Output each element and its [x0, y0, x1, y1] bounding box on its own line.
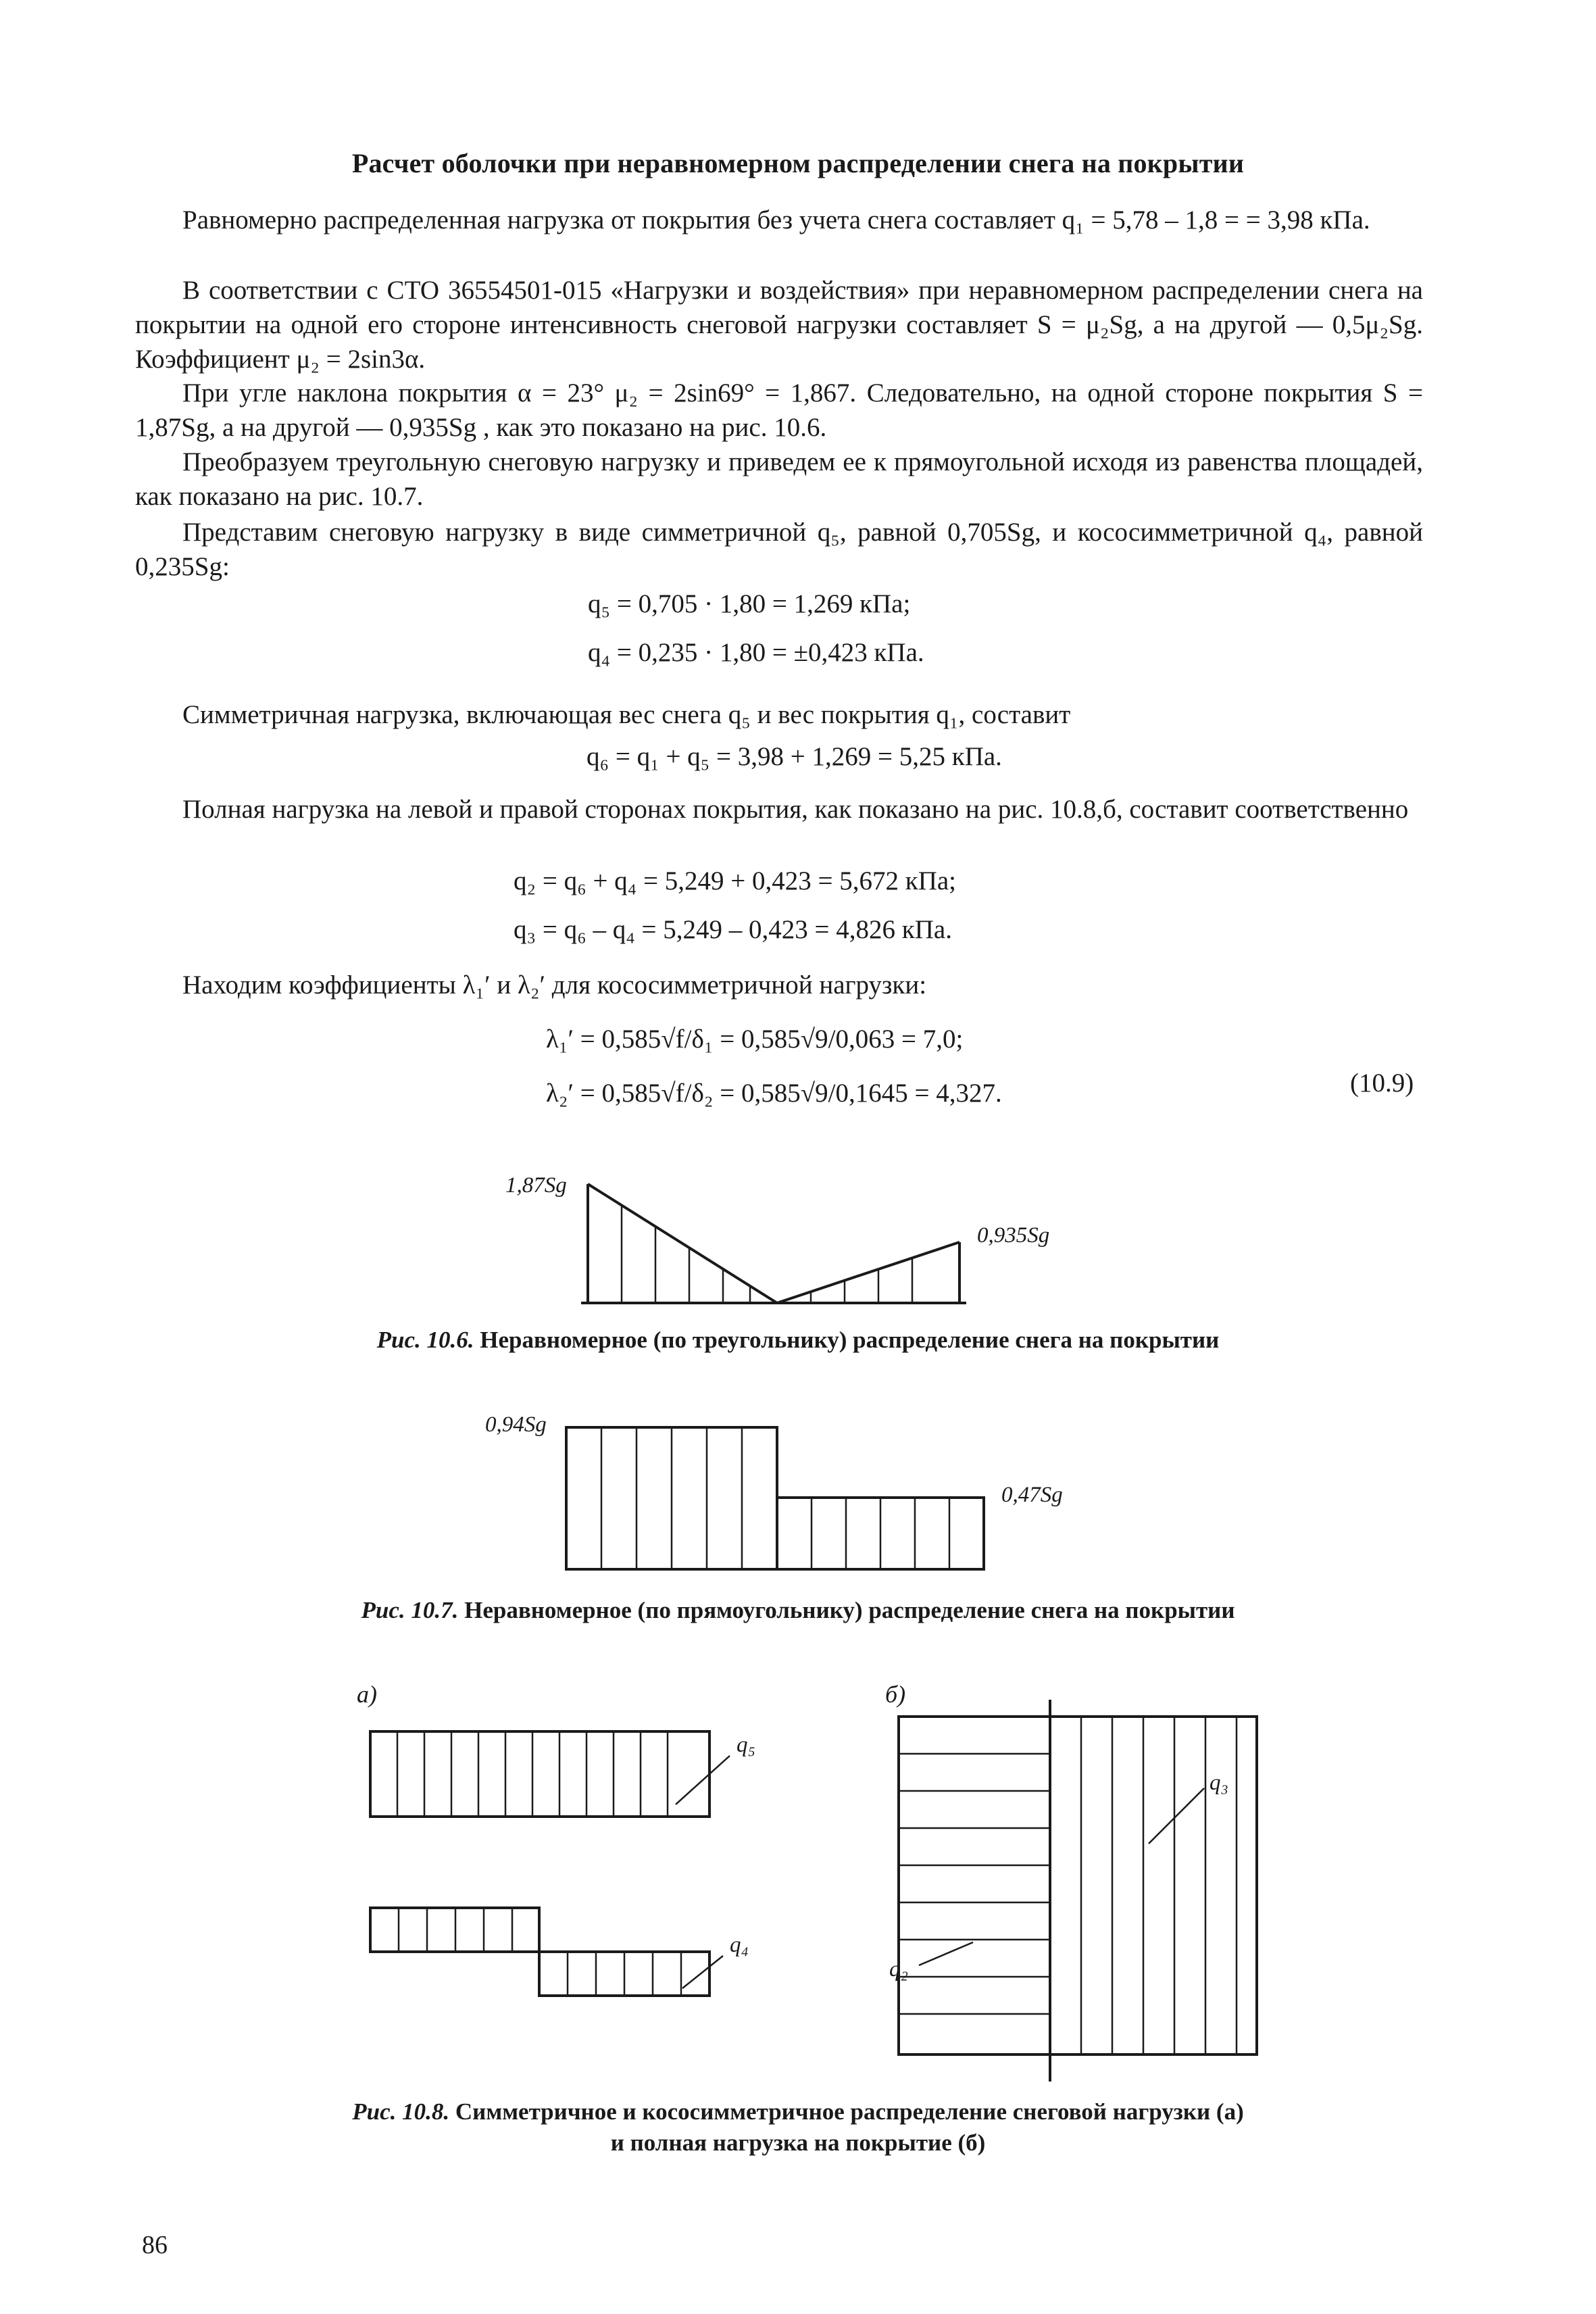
paragraph-4: Преобразуем треугольную снеговую нагрузку и приведем ее к прямоугольной исходя из равенства площадей, как показано на рис. 10.7.: [135, 447, 1423, 511]
equation-lambda-1: λ₁′ = 0,585√f/δ₁ = 0,585√9/0,063 = 7,0;: [546, 1025, 964, 1054]
fig108b-q2-hatching: [899, 1754, 1050, 2014]
fig106-caption: [135, 1325, 1461, 1356]
fig106-caption-text: Неравномерное (по треугольнику) распределение снега на покрытии: [480, 1327, 1220, 1353]
fig108b-q3-hatching: [1081, 1717, 1237, 2054]
fig108b-q3-leader: [1149, 1788, 1204, 1844]
page-number: 86: [142, 2231, 168, 2259]
paragraph-7: Полная нагрузка на левой и правой сторонах покрытия, как показано на рис. 10.8,б, составит соответственно: [182, 795, 1409, 824]
rectangle-load-diagram: [566, 1427, 984, 1569]
fig108a-q4-leader: [682, 1956, 723, 1988]
paragraph-3: При угле наклона покрытия α = 23° μ₂ = 2sin69° = 1,867. Следовательно, на одной стороне покрытия S = 1,87Sg, а на другой — 0,935Sg , как это показано на рис. 10.6.: [135, 378, 1423, 442]
fig108-label-q3: q₃: [1210, 1771, 1228, 1795]
fig108b-frame: [899, 1717, 1257, 2054]
fig108-label-q4: q₄: [730, 1933, 749, 1957]
paragraph-8: Находим коэффициенты λ₁′ и λ₂′ для кососимметричной нагрузки:: [182, 970, 927, 1000]
fig108a-q5-block: [370, 1731, 709, 1817]
fig107-caption-text: Неравномерное (по прямоугольнику) распределение снега на покрытии: [464, 1597, 1235, 1623]
fig106-right-slope: [777, 1242, 959, 1303]
fig108-caption-text-2: и полная нагрузка на покрытие (б): [610, 2130, 986, 2156]
fig108-label-q2: q₂: [889, 1957, 908, 1981]
fig108a-q5-leader: [676, 1756, 730, 1804]
fig108b-q2-leader: [919, 1942, 973, 1965]
equation-q5: q₅ = 0,705 · 1,80 = 1,269 кПа;: [588, 589, 911, 618]
paragraph-6: Симметричная нагрузка, включающая вес снега q₅ и вес покрытия q₁, составит: [182, 700, 1071, 729]
paragraph-5: Представим снеговую нагрузку в виде симметричной q₅, равной 0,705Sg, и кососимметричной q₄, равной 0,235Sg:: [135, 518, 1423, 581]
fig106-left-slope: [588, 1184, 777, 1303]
equation-lambda-2: λ₂′ = 0,585√f/δ₂ = 0,585√9/0,1645 = 4,327.: [546, 1079, 1002, 1108]
paragraph-2: В соответствии с СТО 36554501-015 «Нагрузки и воздействия» при неравномерном распределении снега на покрытии на одной его стороне интенсивность снеговой нагрузки составляет S = μ₂Sg, а на другой — 0,5μ₂Sg. Коэффициент μ₂ = 2sin3α.: [135, 276, 1423, 374]
total-load-diagram: [899, 1700, 1257, 2082]
fig108-sub-a: а): [357, 1681, 377, 1708]
fig107-caption: [135, 1595, 1461, 1626]
antisymmetric-load-diagram: [370, 1908, 723, 1996]
section-heading: Расчет оболочки при неравномерном распределении снега на покрытии: [351, 148, 1245, 178]
fig107-label-left: 0,94Sg: [485, 1412, 547, 1437]
equation-number: (10.9): [1350, 1068, 1414, 1098]
fig107-caption-number: Рис. 10.7.: [361, 1597, 459, 1623]
equation-q4: q₄ = 0,235 · 1,80 = ±0,423 кПа.: [588, 638, 924, 667]
fig108-sub-b: б): [885, 1681, 906, 1708]
fig108-label-q5: q₅: [737, 1733, 755, 1757]
symmetric-load-diagram: [370, 1731, 730, 1817]
fig107-label-right: 0,47Sg: [1001, 1483, 1063, 1507]
fig108-caption-text-1: Симметричное и кососимметричное распределение снеговой нагрузки (а): [455, 2098, 1244, 2125]
fig108-caption: [135, 2096, 1461, 2159]
fig106-hatching: [622, 1205, 912, 1303]
paragraph-1: Равномерно распределенная нагрузка от покрытия без учета снега составляет q₁ = 5,78 – 1,8 = = 3,98 кПа.: [182, 205, 1370, 235]
equation-q3: q₃ = q₆ – q₄ = 5,249 – 0,423 = 4,826 кПа.: [514, 915, 952, 944]
equation-q2: q₂ = q₆ + q₄ = 5,249 + 0,423 = 5,672 кПа;: [514, 866, 957, 895]
fig108-caption-number: Рис. 10.8.: [352, 2098, 450, 2125]
equation-q6: q₆ = q₁ + q₅ = 3,98 + 1,269 = 5,25 кПа.: [587, 742, 1002, 771]
triangle-load-diagram: [581, 1184, 966, 1303]
fig106-label-right: 0,935Sg: [977, 1223, 1050, 1248]
fig106-caption-number: Рис. 10.6.: [376, 1327, 474, 1353]
fig106-label-left: 1,87Sg: [505, 1173, 567, 1198]
